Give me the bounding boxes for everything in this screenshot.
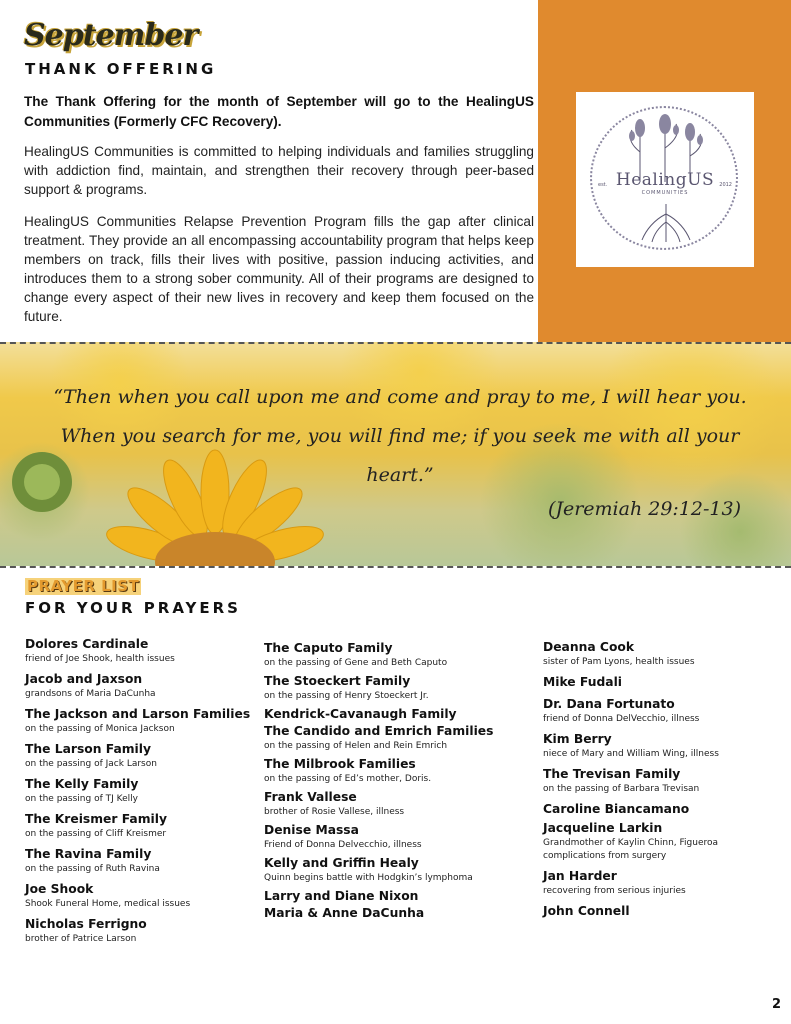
prayer-note: on the passing of TJ Kelly	[25, 794, 138, 804]
prayer-name: Dolores Cardinale	[25, 637, 149, 651]
prayer-name: The Jackson and Larson Families	[25, 707, 251, 721]
prayer-entry	[25, 741, 260, 771]
prayer-note: brother of Rosie Vallese, illness	[264, 807, 405, 817]
prayer-name: The Candido and Emrich Families	[264, 724, 494, 738]
prayer-name: The Larson Family	[25, 742, 152, 756]
prayer-entry	[264, 706, 534, 723]
prayer-column-3	[543, 639, 788, 920]
prayer-entry	[25, 706, 260, 736]
prayer-name: The Trevisan Family	[543, 767, 681, 781]
prayer-name: Dr. Dana Fortunato	[543, 697, 675, 711]
prayer-entry	[264, 888, 534, 905]
prayer-note: on the passing of Ed’s mother, Doris.	[264, 774, 432, 784]
prayer-note: niece of Mary and William Wing, illness	[543, 749, 719, 759]
prayer-entry	[543, 674, 788, 691]
prayer-entry	[264, 756, 534, 786]
prayer-name: Jacqueline Larkin	[543, 821, 663, 835]
prayer-entry	[543, 801, 788, 818]
prayer-name: Kelly and Griffin Healy	[264, 856, 419, 870]
prayer-entry	[25, 881, 260, 911]
banner-bottom-divider	[0, 566, 791, 568]
prayer-note: on the passing of Ruth Ravina	[25, 864, 160, 874]
prayer-name: The Stoeckert Family	[264, 674, 411, 688]
prayer-entry	[543, 903, 788, 920]
prayer-name: Frank Vallese	[264, 790, 357, 804]
healingus-logo	[576, 92, 754, 267]
prayer-entry	[25, 846, 260, 876]
prayer-entry	[543, 731, 788, 761]
prayer-entry	[264, 789, 534, 819]
prayer-name: Jan Harder	[543, 869, 617, 883]
prayer-name: Jacob and Jaxson	[25, 672, 143, 686]
prayer-entry	[264, 673, 534, 703]
prayer-name: Denise Massa	[264, 823, 359, 837]
prayer-note: Quinn begins battle with Hodgkin’s lymphoma	[264, 873, 473, 883]
prayer-note: recovering from serious injuries	[543, 886, 686, 896]
prayer-name: Mike Fudali	[543, 675, 622, 689]
paragraph-2: HealingUS Communities Relapse Prevention Program fills the gap after clinical treatment. They provide an all encompassing accountability program that helps keep members on track, fills their lives with positive, passion inducing activities, and introduces them to a strong sober community. All of their programs are designed to change every aspect of their new lives in recovery and keep them focused on the future.	[24, 214, 534, 324]
prayer-entry	[543, 820, 788, 863]
prayer-name: The Ravina Family	[25, 847, 152, 861]
prayer-list-subtitle: FOR YOUR PRAYERS	[25, 599, 241, 617]
prayer-note: on the passing of Jack Larson	[25, 759, 157, 769]
prayer-name: The Kreismer Family	[25, 812, 167, 826]
prayer-note: on the passing of Barbara Trevisan	[543, 784, 700, 794]
prayer-entry	[543, 639, 788, 669]
banner-top-divider	[0, 342, 791, 344]
prayer-entry	[264, 855, 534, 885]
prayer-note: friend of Donna DelVecchio, illness	[543, 714, 700, 724]
prayer-note: on the passing of Gene and Beth Caputo	[264, 658, 448, 668]
logo-est: est.	[598, 182, 608, 188]
prayer-entry	[25, 636, 260, 666]
prayer-entry	[264, 822, 534, 852]
prayer-entry	[264, 640, 534, 670]
logo-name: HealingUS	[615, 170, 715, 190]
prayer-note: Grandmother of Kaylin Chinn, Figueroa complications from surgery	[543, 838, 719, 861]
prayer-entry	[543, 868, 788, 898]
page-number: 2	[771, 997, 781, 1012]
prayer-name: The Caputo Family	[264, 641, 393, 655]
prayer-name: Kendrick-Cavanaugh Family	[264, 707, 457, 721]
prayer-note: brother of Patrice Larson	[25, 934, 137, 944]
sunflower-banner	[0, 342, 791, 566]
verse-reference: (Jeremiah 29:12-13)	[547, 498, 741, 520]
prayer-name: The Kelly Family	[25, 777, 139, 791]
prayer-column-2	[264, 640, 534, 922]
prayer-entry	[264, 905, 534, 922]
prayer-note: grandsons of Maria DaCunha	[25, 689, 156, 699]
verse-text: “Then when you call upon me and come and pray to me, I will hear you. When you search for me, you will find me; if you seek me with all your heart.”	[53, 386, 747, 486]
prayer-name: John Connell	[543, 904, 630, 918]
prayer-entry	[543, 696, 788, 726]
prayer-entry	[25, 811, 260, 841]
thank-offering-heading: THANK OFFERING	[25, 60, 217, 78]
prayer-note: on the passing of Helen and Rein Emrich	[264, 741, 448, 751]
prayer-entry	[264, 723, 534, 753]
prayer-note: Friend of Donna Delvecchio, illness	[264, 840, 422, 850]
prayer-name: Maria & Anne DaCunha	[264, 906, 425, 920]
prayer-list-title: PRAYER LIST	[27, 577, 140, 595]
prayer-name: The Milbrook Families	[264, 757, 416, 771]
prayer-name: Deanna Cook	[543, 640, 635, 654]
month-title: September	[24, 18, 198, 53]
prayer-note: friend of Joe Shook, health issues	[25, 654, 175, 664]
intro-paragraph: The Thank Offering for the month of September will go to the HealingUS Communities (Formerly CFC Recovery).	[24, 94, 534, 129]
prayer-entry	[25, 916, 260, 946]
prayer-note: Shook Funeral Home, medical issues	[25, 899, 191, 909]
prayer-name: Joe Shook	[25, 882, 94, 896]
prayer-note: on the passing of Monica Jackson	[25, 724, 175, 734]
prayer-note: on the passing of Henry Stoeckert Jr.	[264, 691, 429, 701]
prayer-name: Nicholas Ferrigno	[25, 917, 147, 931]
prayer-name: Larry and Diane Nixon	[264, 889, 419, 903]
logo-year: 2012	[719, 182, 732, 188]
prayer-entry	[25, 776, 260, 806]
prayer-entry	[543, 766, 788, 796]
logo-subtitle: COMMUNITIES	[641, 190, 689, 196]
logo-leaves-icon	[616, 204, 716, 244]
prayer-entry	[25, 671, 260, 701]
prayer-name: Caroline Biancamano	[543, 802, 690, 816]
prayer-note: sister of Pam Lyons, health issues	[543, 657, 695, 667]
prayer-column-1	[25, 636, 260, 951]
paragraph-1: HealingUS Communities is committed to helping individuals and families struggling with addiction find, maintain, and strengthen their recovery through peer-based support & programs.	[24, 144, 534, 197]
prayer-note: on the passing of Cliff Kreismer	[25, 829, 167, 839]
prayer-name: Kim Berry	[543, 732, 612, 746]
